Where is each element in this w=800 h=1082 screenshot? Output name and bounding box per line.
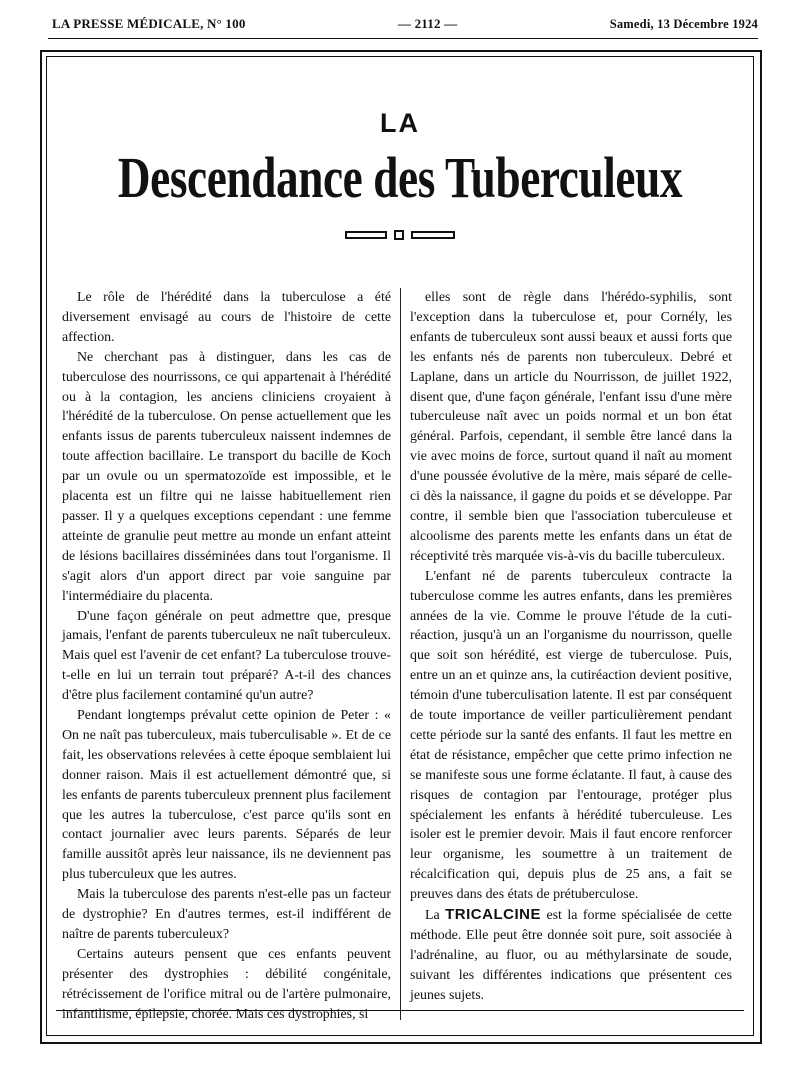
journal-name: LA PRESSE MÉDICALE, N° 100 [52,16,246,31]
paragraph: D'une façon générale on peut admettre que, presque jamais, l'enfant de parents tuberculeux ne naît tuberculeux. Mais quel est l'avenir de cet enfant? La tuberculose trouve-t-elle en lui un terrain tout préparé? A-t-il des chances d'être plus facilement contaminé qu'un autre? [62,608,391,704]
page-number: — 2112 — [397,16,458,31]
bottom-rule [56,1010,744,1011]
paragraph: Pendant longtemps prévalut cette opinion de Peter : « On ne naît pas tuberculeux, mais tuberculisable ». Et de ce fait, les observations relevées à cette époque semblaient lui donner raison. Mais il est actuellement démontré que, si les enfants de parents tuberculeux prennent plus facilement que les autres la tuberculose, c'est parce qu'ils sont en contact journalier avec leurs parents. Séparés de leur famille aussitôt après leur naissance, ils ne deviennent pas plus tuberculeux que les autres. [62,708,392,883]
paragraph: Certains auteurs pensent que ces enfants peuvent présenter des dystrophies : débilité congénitale, rétrécissement de l'orifice mitral ou de l'artère pulmonaire, infantilisme, épilepsie, chorée. Mais ces dystrophies, si [62,946,391,1022]
paragraph: Le rôle de l'hérédité dans la tuberculose a été diversement envisagé au cours de l'histoire de cette affection. [62,290,391,345]
paragraph: Mais la tuberculose des parents n'est-elle pas un facteur de dystrophie? En d'autres termes, est-il indifférent de naître de parents tuberculeux? [62,887,391,942]
final-paragraph [410,905,732,1006]
title-ornament [345,229,455,241]
final-lead: La [425,908,440,924]
title-article: LA [380,108,420,138]
final-text: est la forme spécialisée de cette méthode. Elle peut être donnée soit pure, soit associée à l'adrénaline, au fluor, ou au méthylarsinate de soude, suivant les différentes indications que présentent ces jeunes sujets. [410,908,732,1003]
paragraph: Ne cherchant pas à distinguer, dans les cas de tuberculose des nourrissons, ce qui appartenait à l'hérédité ou à la contagion, les anciens cliniciens croyaient à l'hérédité de la tuberculose. On pense actuellement que les enfants issus de parents tuberculeux naissent indemnes de toute affection bacillaire. Le transport du bacille de Koch par un ovule ou un spermatozoïde est impossible, et le placenta est un filtre qui ne laisse habituellement rien passer. Il y a quelques exceptions cependant : une femme atteinte de granulie peut mettre au monde un enfant atteint de lésions bacillaires disséminées dans tout l'organisme. Il s'agit alors d'un apport direct par voie sanguine par l'intermédiaire du placenta. [62,349,391,604]
paragraph: elles sont de règle dans l'hérédo-syphilis, sont l'exception dans la tuberculose et, pour Cornély, les enfants de tuberculeux sont aussi beaux et aussi forts que les enfants nés de parents non tuberculeux. Debré et Laplane, dans un article du Nourrisson, de juillet 1922, disent que, d'une façon générale, l'enfant issu d'une mère tuberculeuse naît avec un poids normal et un bon état général. Parfois, cependant, il semble être lancé dans la vie avec moins de force, surtout quand il naît au moment d'une poussée évolutive de la mère, mais séparé de celle-ci dès la naissance, il gagne du poids et se développe. Par contre, il semble bien que l'association tuberculeuse et alcoolisme des parents mette les enfants dans un état de réceptivité très marquée vis-à-vis du bacille tuberculeux. [410,290,732,564]
header-rule [48,38,758,39]
column-divider [400,288,401,1020]
page-header [52,14,758,34]
issue-date: Samedi, 13 Décembre 1924 [609,16,758,31]
page-title: Descendance des Tuberculeux [117,145,683,210]
brand-name: TRICALCINE [445,906,541,924]
left-column [62,288,391,1025]
paragraph: L'enfant né de parents tuberculeux contracte la tuberculose comme les autres enfants, dans les premières années de la vie. Comme le prouve l'étude de la cuti-réaction, jusqu'à un an l'organisme du nourrisson, quelle que soit son hérédité, est vierge de tuberculose. Puis, entre un an et quinze ans, la cutiréaction devient positive, témoin d'une tuberculisation latente. Il est par conséquent de toute importance de veiller particulièrement pendant cette période sur la santé des enfants. Il faut les mettre en état de résistance, empêcher que cette primo infection ne se manifeste sous une forme éclatante. Il faut, à cause des risques de contagion par l'entourage, protéger plus spécialement les enfants à hérédité tuberculeuse. Les isoler est le premier devoir. Mais il faut encore renforcer leur organisme, les soumettre à un traitement de récalcification qui, depuis plus de 25 ans, a fait se preuves dans des états de prétuberculose. [410,568,732,903]
right-column [410,288,732,1006]
